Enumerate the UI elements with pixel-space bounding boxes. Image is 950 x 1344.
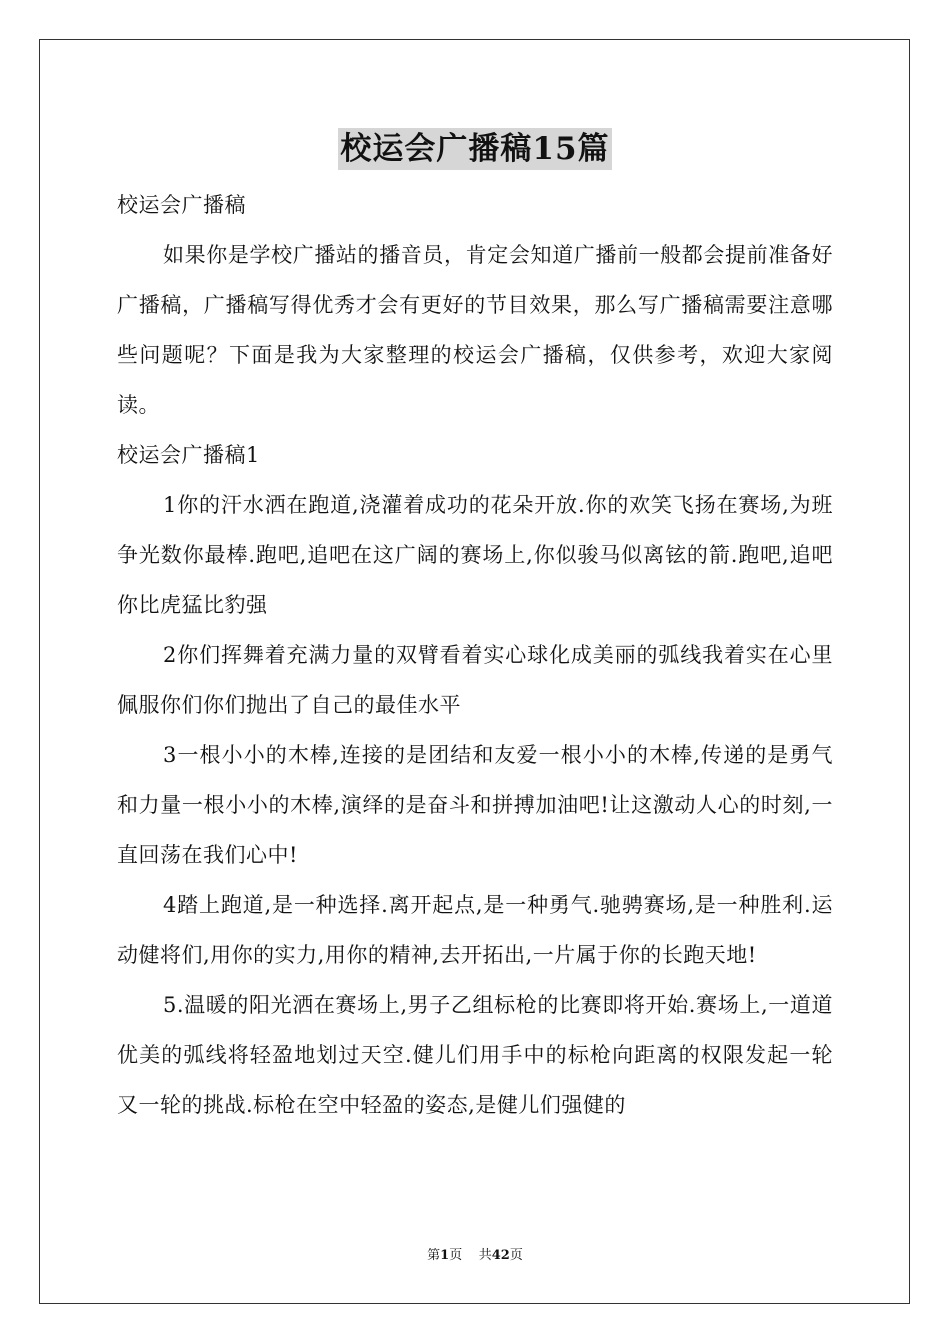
footer-mid: 页 共 [449,1248,492,1263]
section-heading-1: 校运会广播稿1 [117,443,260,467]
intro-paragraph: 如果你是学校广播站的播音员，肯定会知道广播前一般都会提前准备好广播稿，广播稿写得优秀才会有更好的节目效果，那么写广播稿需要注意哪些问题呢？下面是我为大家整理的校运会广播稿，仅供参考，欢迎大家阅读。 [117,243,833,417]
intro-heading: 校运会广播稿 [117,193,246,217]
footer-suffix: 页 [509,1248,523,1263]
title-container [0,128,950,170]
footer-total-pages: 42 [491,1248,510,1263]
paragraph-1: 1你的汗水洒在跑道,浇灌着成功的花朵开放.你的欢笑飞扬在赛场,为班争光数你最棒.跑吧,追吧在这广阔的赛场上,你似骏马似离铉的箭.跑吧,追吧你比虎猛比豹强 [117,493,833,617]
document-title: 校运会广播稿15篇 [338,128,611,170]
document-body [117,180,833,1130]
paragraph-3: 3一根小小的木棒,连接的是团结和友爱一根小小的木棒,传递的是勇气和力量一根小小的木棒,演绎的是奋斗和拼搏加油吧!让这激动人心的时刻,一直回荡在我们心中! [117,743,833,867]
paragraph-4: 4踏上跑道,是一种选择.离开起点,是一种勇气.驰骋赛场,是一种胜利.运动健将们,用你的实力,用你的精神,去开拓出,一片属于你的长跑天地! [117,893,833,967]
page-footer [0,1247,950,1265]
paragraph-2: 2你们挥舞着充满力量的双臂看着实心球化成美丽的弧线我着实在心里佩服你们你们抛出了自己的最佳水平 [117,643,833,717]
footer-current-page: 1 [440,1248,450,1263]
footer-prefix: 第 [427,1248,441,1263]
paragraph-5: 5.温暖的阳光洒在赛场上,男子乙组标枪的比赛即将开始.赛场上,一道道优美的弧线将轻盈地划过天空.健儿们用手中的标枪向距离的权限发起一轮又一轮的挑战.标枪在空中轻盈的姿态,是健儿们强健的 [117,993,833,1117]
